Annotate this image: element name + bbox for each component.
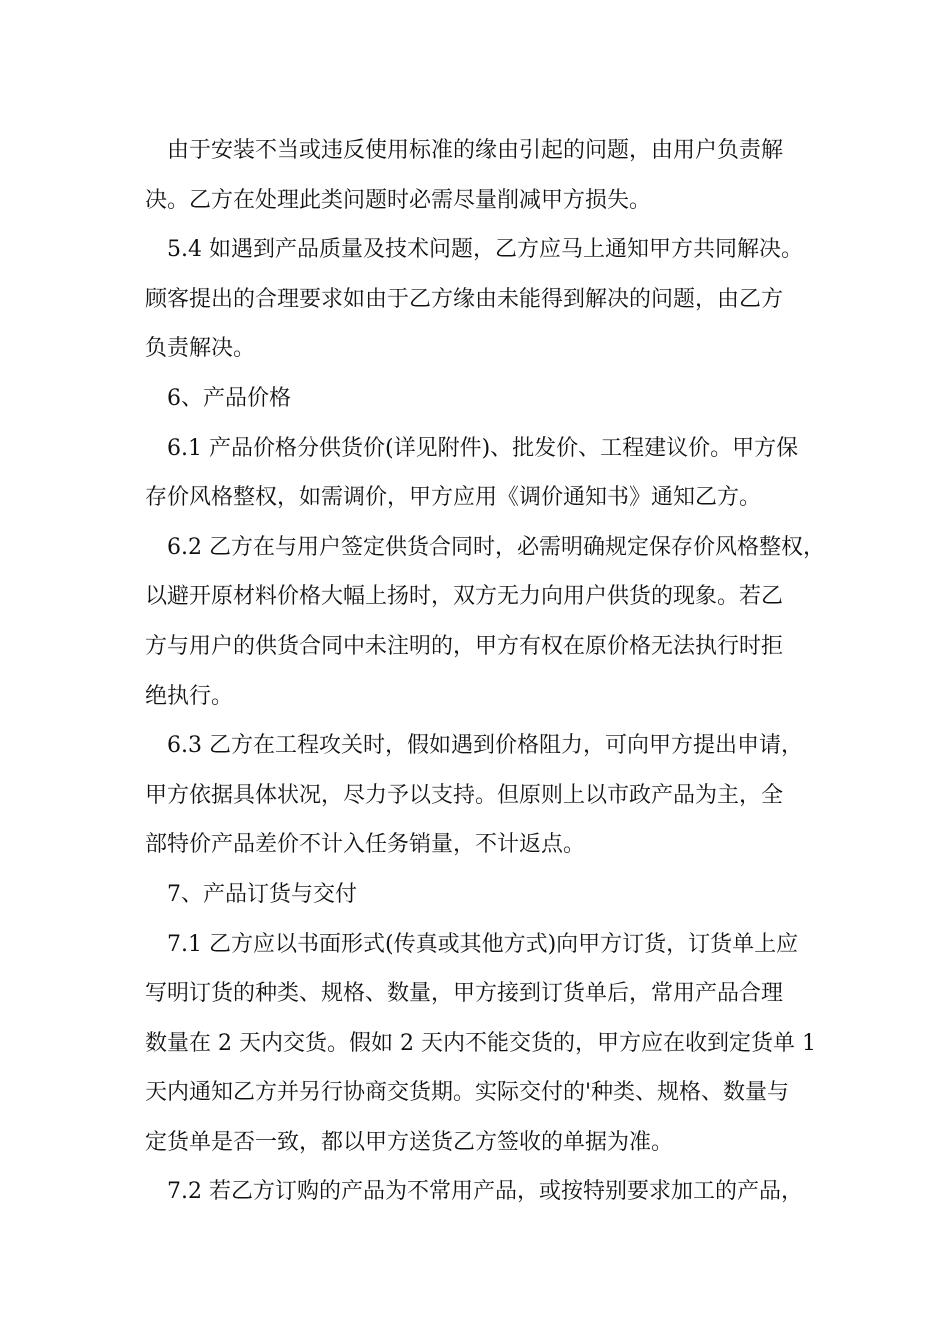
text-line: 以避开原材料价格大幅上扬时，双方无力向用户供货的现象。若乙 [145, 584, 784, 610]
text-line: 数量在 2 天内交货。假如 2 天内不能交货的，甲方应在收到定货单 1 [145, 1030, 816, 1056]
text-line: 部特价产品差价不计入任务销量，不计返点。 [145, 832, 586, 858]
clause-7-2-line: 7.2 若乙方订购的产品为不常用产品，或按特别要求加工的产品， [167, 1179, 803, 1205]
text-line: 负责解决。 [145, 336, 256, 362]
text-line: 甲方依据具体状况，尽力予以支持。但原则上以市政产品为主，全 [145, 782, 784, 808]
clause-6-2-line: 6.2 乙方在与用户签定供货合同时，必需明确规定保存价风格整权， [167, 534, 825, 560]
text-line: 绝执行。 [145, 683, 234, 709]
section-6-heading: 6、产品价格 [167, 385, 291, 411]
clause-7-1-line: 7.1 乙方应以书面形式(传真或其他方式)向甲方订货，订货单上应 [167, 931, 799, 957]
contract-body-text [145, 126, 825, 1217]
text-line: 由于安装不当或违反使用标准的缘由引起的问题，由用户负责解 [167, 138, 784, 163]
text-line: 天内通知乙方并另行协商交货期。实际交付的'种类、规格、数量与 [145, 1080, 790, 1106]
text-line: 存价风格整权，如需调价，甲方应用《调价通知书》通知乙方。 [145, 485, 762, 511]
text-line: 方与用户的供货合同中未注明的，甲方有权在原价格无法执行时拒 [145, 633, 784, 659]
clause-6-1-line: 6.1 产品价格分供货价(详见附件)、批发价、工程建议价。甲方保 [167, 435, 799, 461]
text-line: 顾客提出的合理要求如由于乙方缘由未能得到解决的问题，由乙方 [145, 286, 784, 312]
section-7-heading: 7、产品订货与交付 [167, 881, 357, 907]
text-line: 决。乙方在处理此类问题时必需尽量削减甲方损失。 [145, 187, 652, 213]
text-line: 定货单是否一致，都以甲方送货乙方签收的单据为准。 [145, 1129, 674, 1155]
clause-5-4-line: 5.4 如遇到产品质量及技术问题，乙方应马上通知甲方共同解决。 [167, 237, 803, 263]
clause-6-3-line: 6.3 乙方在工程攻关时，假如遇到价格阻力，可向甲方提出申请， [167, 733, 803, 759]
text-line: 写明订货的种类、规格、数量，甲方接到订货单后，常用产品合理 [145, 981, 784, 1007]
